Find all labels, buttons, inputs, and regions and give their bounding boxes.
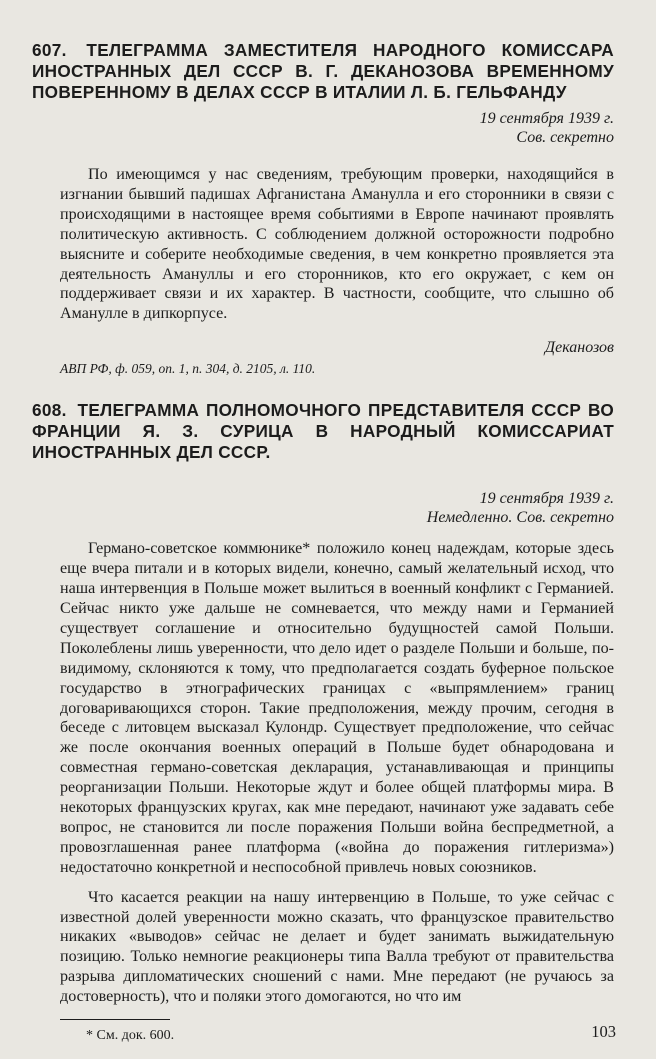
document-608-date: 19 сентября 1939 г. [479, 490, 614, 508]
document-607-number: 607. [32, 40, 67, 60]
document-608-title-text: ТЕЛЕГРАММА ПОЛНОМОЧНОГО ПРЕДСТАВИТЕЛЯ СССР ВО ФРАНЦИИ Я. З. СУРИЦА В НАРОДНЫЙ КОМИССАРИАТ ИНОСТРАННЫХ ДЕЛ СССР. [32, 400, 615, 463]
document-607-title [32, 40, 614, 103]
document-608-body [60, 539, 614, 1007]
document-607-signature: Деканозов [544, 339, 614, 357]
footnote: * См. док. 600. [86, 1028, 175, 1044]
document-607-title-text: ТЕЛЕГРАММА ЗАМЕСТИТЕЛЯ НАРОДНОГО КОМИССАРА ИНОСТРАННЫХ ДЕЛ СССР В. Г. ДЕКАНОЗОВА ВРЕМЕННОМУ ПОВЕРЕННОМУ В ДЕЛАХ СССР В ИТАЛИИ Л. Б. ГЕЛЬФАНДУ [32, 40, 615, 102]
document-608 [32, 400, 615, 1007]
document-608-classification: Немедленно. Сов. секретно [426, 509, 614, 527]
document-608-paragraph: Германо-советское коммюнике* положило конец надеждам, которые здесь еще вчера питали и в которых видели, конечно, самый желательный исход, что наша интервенция в Польше может вылиться в военный конфликт с Германией. Сейчас никто уже дальше не сомневается, что между нами и Германией существует соглашение и относительно будущностей самой Польши. Поколеблены лишь уверенности, что дело идет о разделе Польши и больше, по-видимому, склоняются к тому, что предполагается создать буферное польское государство в этнографических границах с «выпрямлением» границ договаривающихся сторон. Такие предположения, между прочим, сегодня в беседе с литовцем высказал Кулондр. Существует предположение, что сейчас же после окончания военных операций в Польше будет обнародована и совместная германо-советская декларация, устанавливающая и принципы реорганизации Польши. Некоторые ждут и более общей платформы мира. В некоторых французских кругах, как мне передают, начинают уже задавать себе вопрос, не становится ли после поражения Польши война беспредметной, а провозглашенная ранее платформа («война до поражения гитлеризма») недостаточно конкретной и неспособной привлечь новых союзников. [60, 540, 614, 876]
document-607-body [60, 165, 614, 324]
page-number: 103 [591, 1022, 616, 1041]
footnote-divider [60, 1019, 170, 1020]
document-607 [32, 40, 615, 377]
document-607-archive-reference: АВП РФ, ф. 059, оп. 1, п. 304, д. 2105, л. 110. [60, 361, 316, 377]
document-607-paragraph: По имеющимся у нас сведениям, требующим проверки, находящийся в изгнании бывший падишах Афганистана Аманулла и его сторонники в связи с происходящими в настоящее время событиями в Европе начинают проявлять политическую активность. С соблюдением должной осторожности подробно выясните и соберите необходимые сведения, в чем конкретно проявляется эта деятельность Амануллы и его сторонников, кто его окружает, с кем он поддерживает связи и их характер. В частности, сообщите, что слышно об Аманулле в дипкорпусе. [60, 166, 614, 323]
document-607-classification: Сов. секретно [516, 129, 614, 146]
document-608-paragraph: Что касается реакции на нашу интервенцию в Польше, то уже сейчас с известной долей уверенности можно сказать, что французское правительство никаких «выводов» сейчас не делает и будет занимать выжидательную позицию. Только немногие реакционеры типа Валла требуют от правительства разрыва дипломатических сношений с нами. Мне передают (не ручаюсь за достоверность), что и поляки этого домогаются, но что им [60, 888, 614, 1006]
document-608-number: 608. [32, 400, 67, 421]
document-607-date: 19 сентября 1939 г. [479, 110, 614, 127]
document-608-title [32, 400, 614, 463]
